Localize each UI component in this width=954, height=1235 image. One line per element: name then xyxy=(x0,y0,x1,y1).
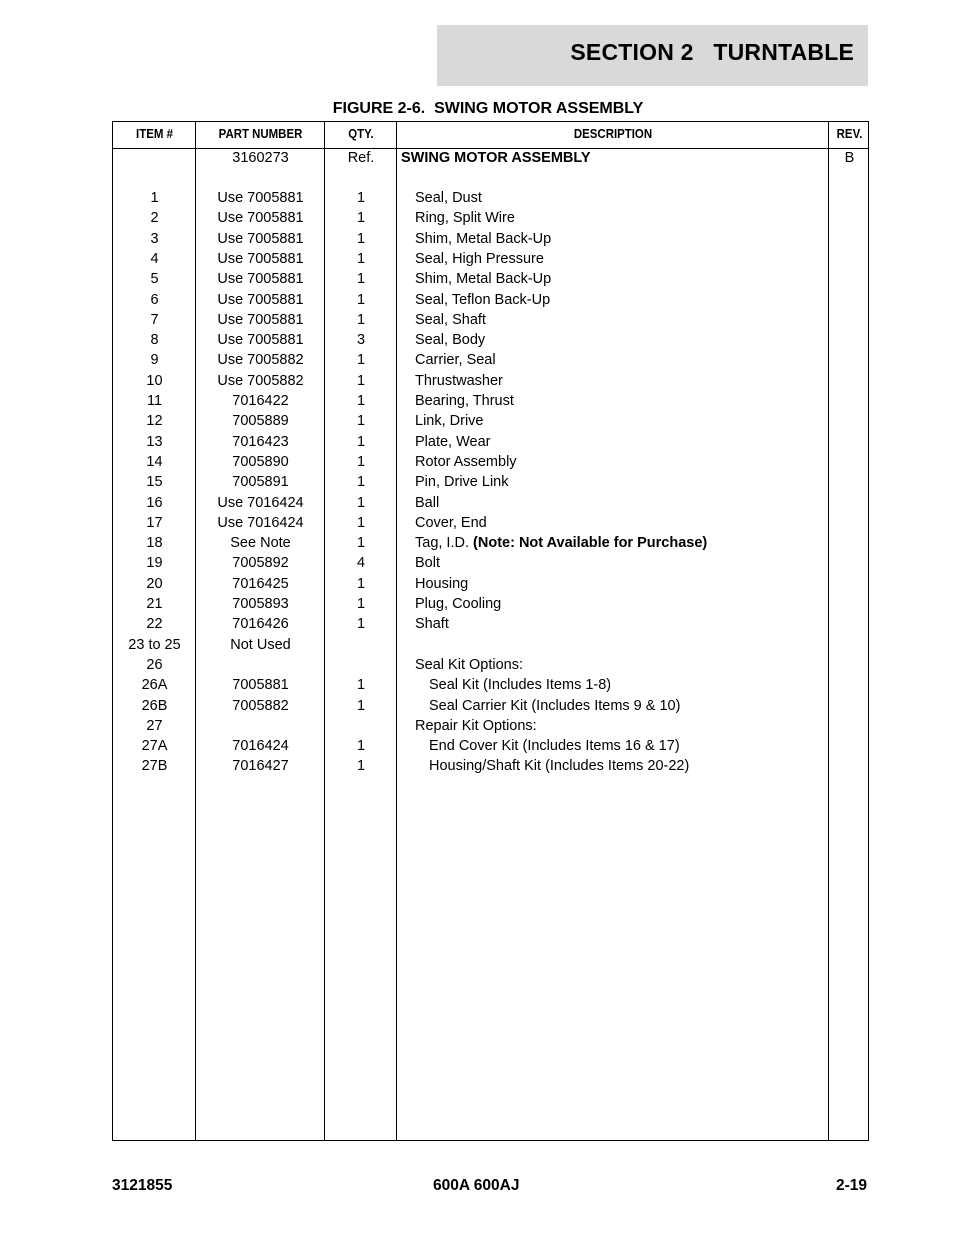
part-number-cell: Use 7005882 xyxy=(217,352,304,369)
description-cell: Housing/Shaft Kit (Includes Items 20-22) xyxy=(429,758,690,775)
table-row xyxy=(113,230,868,250)
part-number-cell: Use 7005881 xyxy=(217,271,304,288)
description-cell: Rotor Assembly xyxy=(415,453,517,470)
quantity-cell: 1 xyxy=(356,230,366,247)
description-cell: Seal Carrier Kit (Includes Items 9 & 10) xyxy=(429,697,681,714)
table-row xyxy=(113,250,868,270)
table-row xyxy=(113,372,868,392)
quantity-cell: 1 xyxy=(356,453,366,470)
item-number-cell: 26 xyxy=(146,656,163,673)
quantity-cell: 1 xyxy=(356,271,366,288)
table-row xyxy=(113,676,868,696)
table-row xyxy=(113,554,868,574)
table-row xyxy=(113,534,868,554)
header-part-number: PART NUMBER xyxy=(218,126,303,141)
description-cell: Cover, End xyxy=(415,514,487,531)
item-number-cell: 11 xyxy=(146,393,163,409)
part-number-cell: 7005890 xyxy=(232,453,289,470)
table-row xyxy=(113,270,868,290)
quantity-cell: 1 xyxy=(356,738,366,755)
item-number-cell: 3 xyxy=(150,230,159,247)
table-row xyxy=(113,189,868,209)
description-cell: End Cover Kit (Includes Items 16 & 17) xyxy=(429,738,680,755)
item-number-cell: 27B xyxy=(141,758,168,775)
part-number-cell: Use 7005881 xyxy=(217,311,304,328)
item-number-cell: 17 xyxy=(146,514,163,531)
footer-models: 600A 600AJ xyxy=(433,1177,520,1194)
item-number-cell: 19 xyxy=(146,555,163,572)
table-row xyxy=(113,717,868,737)
quantity-cell: 4 xyxy=(356,555,366,572)
table-row xyxy=(113,514,868,534)
part-number-cell: Use 7005881 xyxy=(217,291,304,308)
quantity-cell: 1 xyxy=(356,535,366,552)
part-number-cell: Use 7005881 xyxy=(217,250,304,267)
item-number-cell: 23 to 25 xyxy=(128,636,181,653)
part-number-cell: 7016427 xyxy=(232,758,289,775)
table-row xyxy=(113,575,868,595)
quantity-cell: 1 xyxy=(356,413,366,430)
part-number-cell: See Note xyxy=(230,535,291,552)
description-cell: Shim, Metal Back-Up xyxy=(415,271,552,288)
quantity-cell: 1 xyxy=(356,575,366,592)
part-number-cell: Use 7005881 xyxy=(217,230,304,247)
part-number-cell: Use 7016424 xyxy=(217,494,304,511)
table-row xyxy=(113,697,868,717)
item-number-cell: 4 xyxy=(150,250,159,267)
table-row xyxy=(113,433,868,453)
quantity-cell: 1 xyxy=(356,311,366,328)
item-number-cell: 2 xyxy=(150,210,159,227)
section-header xyxy=(437,25,868,86)
part-number-cell: 7016425 xyxy=(232,575,289,592)
description-cell: Plug, Cooling xyxy=(415,596,502,612)
item-number-cell: 13 xyxy=(146,433,163,450)
description-cell: Seal, Shaft xyxy=(415,311,486,328)
item-number-cell: 20 xyxy=(146,575,163,592)
item-number-cell: 1 xyxy=(150,190,159,206)
description-cell: Bearing, Thrust xyxy=(415,393,514,409)
part-number-cell: 7016423 xyxy=(232,433,289,450)
footer-page-number: 2-19 xyxy=(835,1177,867,1194)
quantity-cell: 1 xyxy=(356,514,366,531)
description-cell: Repair Kit Options: xyxy=(415,717,537,734)
part-number-cell: 7005892 xyxy=(232,555,289,572)
part-number-cell: Not Used xyxy=(230,636,291,653)
quantity-cell: 1 xyxy=(356,210,366,227)
description-cell: Seal, Teflon Back-Up xyxy=(415,291,551,308)
description-cell: Seal, Body xyxy=(415,332,486,349)
table-row xyxy=(113,392,868,412)
description-text: Tag, I.D. xyxy=(415,535,469,552)
item-number-cell: 12 xyxy=(146,413,163,430)
section-title: SECTION 2 TURNTABLE xyxy=(570,39,854,65)
header-qty: QTY. xyxy=(348,126,374,141)
part-number-cell: 7016424 xyxy=(232,738,289,755)
item-number-cell: 9 xyxy=(150,352,159,369)
table-row xyxy=(113,737,868,757)
item-number-cell: 26A xyxy=(141,677,168,694)
part-number-cell: 3160273 xyxy=(232,150,289,166)
item-number-cell: 27A xyxy=(141,738,168,755)
quantity-cell: 1 xyxy=(356,697,366,714)
description-cell: Ring, Split Wire xyxy=(415,210,515,227)
part-number-cell: Use 7005882 xyxy=(217,372,304,389)
item-number-cell: 14 xyxy=(146,453,163,470)
table-row xyxy=(113,209,868,229)
description-cell: Seal Kit (Includes Items 1-8) xyxy=(429,677,612,694)
table-row xyxy=(113,615,868,635)
item-number-cell: 27 xyxy=(146,717,163,734)
quantity-cell: 1 xyxy=(356,616,366,633)
quantity-cell: Ref. xyxy=(347,150,375,166)
description-cell: Pin, Drive Link xyxy=(415,474,509,491)
parts-table xyxy=(112,121,869,1141)
quantity-cell: 3 xyxy=(356,332,366,349)
description-cell: SWING MOTOR ASSEMBLY xyxy=(401,150,591,166)
quantity-cell: 1 xyxy=(356,393,366,409)
table-row xyxy=(113,636,868,656)
quantity-cell: 1 xyxy=(356,474,366,491)
header-rev: REV. xyxy=(836,126,863,141)
description-cell: Shim, Metal Back-Up xyxy=(415,230,552,247)
item-number-cell: 18 xyxy=(146,535,163,552)
table-row xyxy=(113,149,868,169)
description-cell: Seal, High Pressure xyxy=(415,250,544,267)
item-number-cell: 16 xyxy=(146,494,163,511)
description-cell: Seal, Dust xyxy=(415,190,482,206)
figure-title: FIGURE 2-6. SWING MOTOR ASSEMBLY xyxy=(332,100,644,117)
table-row xyxy=(113,351,868,371)
quantity-cell: 1 xyxy=(356,190,366,206)
revision-cell: B xyxy=(844,150,855,166)
quantity-cell: 1 xyxy=(356,677,366,694)
item-number-cell: 8 xyxy=(150,332,159,349)
item-number-cell: 22 xyxy=(146,616,163,633)
description-cell xyxy=(415,534,840,552)
item-number-cell: 5 xyxy=(150,271,159,288)
description-cell: Ball xyxy=(415,494,440,511)
description-cell: Carrier, Seal xyxy=(415,352,496,369)
quantity-cell: 1 xyxy=(356,372,366,389)
item-number-cell: 6 xyxy=(150,291,159,308)
table-row xyxy=(113,311,868,331)
table-row xyxy=(113,453,868,473)
table-row xyxy=(113,494,868,514)
description-cell: Plate, Wear xyxy=(415,433,491,450)
table-row xyxy=(113,595,868,615)
part-number-cell: Use 7005881 xyxy=(217,210,304,227)
table-row xyxy=(113,412,868,432)
part-number-cell: 7016426 xyxy=(232,616,289,633)
part-number-cell: 7005889 xyxy=(232,413,289,430)
part-number-cell: 7005891 xyxy=(232,474,289,491)
description-cell: Thrustwasher xyxy=(415,372,503,389)
quantity-cell: 1 xyxy=(356,596,366,612)
quantity-cell: 1 xyxy=(356,250,366,267)
part-number-cell: Use 7005881 xyxy=(217,332,304,349)
description-cell: Housing xyxy=(415,575,469,592)
part-number-cell: 7005881 xyxy=(232,677,289,694)
table-row xyxy=(113,656,868,676)
header-description: DESCRIPTION xyxy=(573,126,653,141)
part-number-cell: 7016422 xyxy=(232,393,289,409)
description-cell: Shaft xyxy=(415,616,449,633)
description-cell: Link, Drive xyxy=(415,413,484,430)
description-cell: Bolt xyxy=(415,555,440,572)
item-number-cell: 7 xyxy=(150,311,159,328)
description-note: (Note: Not Available for Purchase) xyxy=(473,535,708,552)
item-number-cell: 26B xyxy=(141,697,168,714)
item-number-cell: 10 xyxy=(146,372,163,389)
quantity-cell: 1 xyxy=(356,352,366,369)
footer-doc-number: 3121855 xyxy=(112,1177,173,1194)
part-number-cell: Use 7016424 xyxy=(217,514,304,531)
part-number-cell: Use 7005881 xyxy=(217,190,304,206)
quantity-cell: 1 xyxy=(356,758,366,775)
item-number-cell: 15 xyxy=(146,474,163,491)
table-row xyxy=(113,757,868,777)
quantity-cell: 1 xyxy=(356,291,366,308)
table-row xyxy=(113,331,868,351)
quantity-cell: 1 xyxy=(356,433,366,450)
quantity-cell: 1 xyxy=(356,494,366,511)
table-row xyxy=(113,291,868,311)
header-item: ITEM # xyxy=(136,126,173,141)
part-number-cell: 7005893 xyxy=(232,596,289,612)
table-row xyxy=(113,473,868,493)
item-number-cell: 21 xyxy=(146,596,163,612)
part-number-cell: 7005882 xyxy=(232,697,289,714)
description-cell: Seal Kit Options: xyxy=(415,656,523,673)
